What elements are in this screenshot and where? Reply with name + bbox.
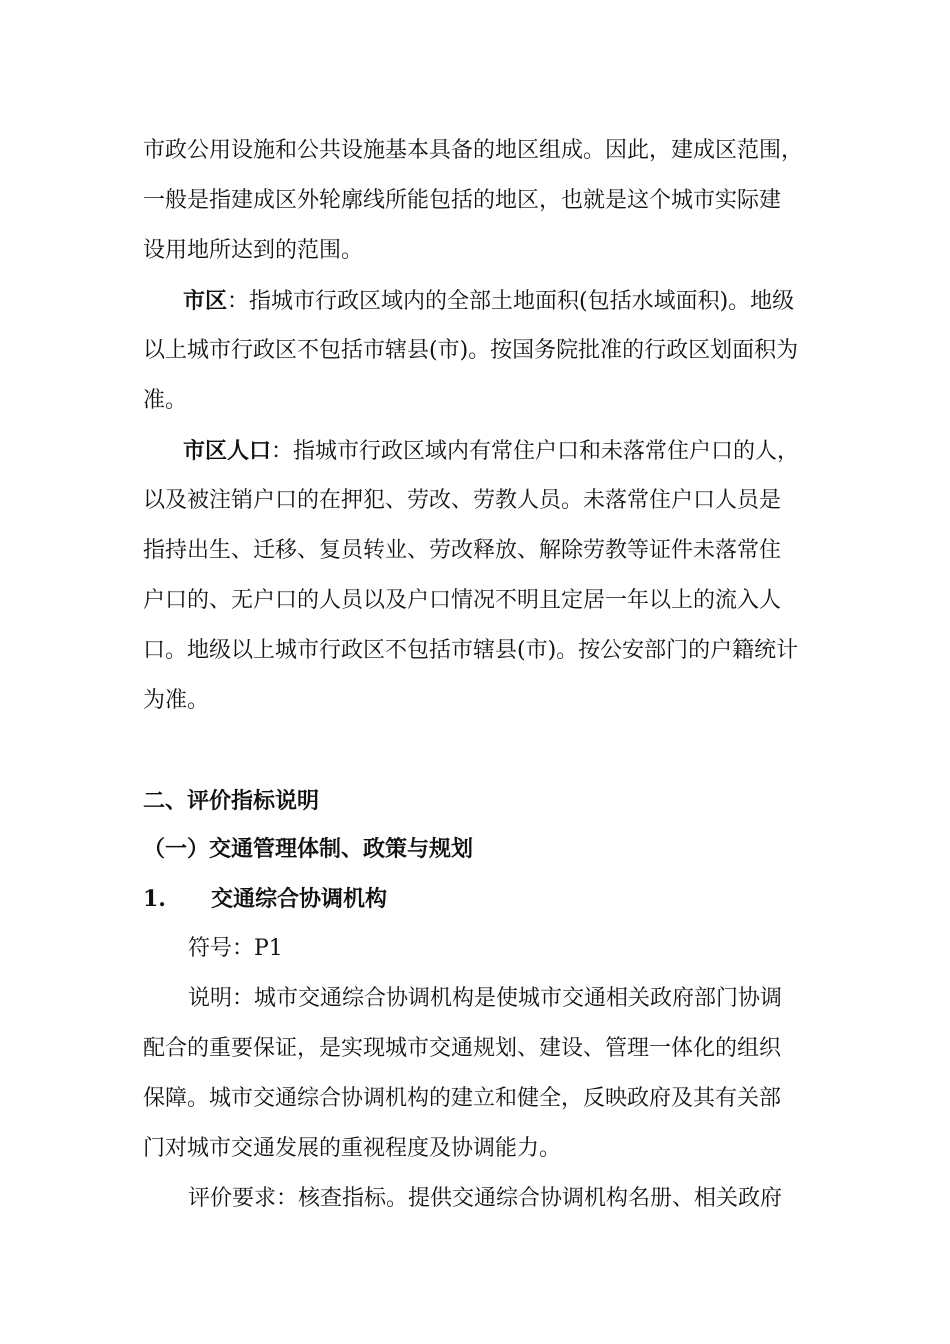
paragraph-line: 口。地级以上城市行政区不包括市辖县(市)。按公安部门的户籍统计 bbox=[143, 638, 799, 663]
subsection-heading: （一）交通管理体制、政策与规划 bbox=[143, 836, 474, 862]
paragraph-line: 准。 bbox=[143, 388, 188, 413]
item-symbol: 符号：P1 bbox=[188, 936, 283, 961]
paragraph-line: 市政公用设施和公共设施基本具备的地区组成。因此，建成区范围， bbox=[143, 138, 804, 163]
paragraph-line: 以及被注销户口的在押犯、劳改、劳教人员。未落常住户口人员是 bbox=[143, 488, 782, 513]
paragraph-line: 保障。城市交通综合协调机构的建立和健全，反映政府及其有关部 bbox=[143, 1086, 782, 1111]
paragraph-line: 评价要求：核查指标。提供交通综合协调机构名册、相关政府 bbox=[188, 1186, 783, 1211]
paragraph-line: 门对城市交通发展的重视程度及协调能力。 bbox=[143, 1136, 562, 1161]
paragraph-line: 配合的重要保证，是实现城市交通规划、建设、管理一体化的组织 bbox=[143, 1036, 782, 1061]
definition-text: ：指城市行政区域内的全部土地面积(包括水域面积)。地级 bbox=[227, 289, 795, 314]
definition-text: ：指城市行政区域内有常住户口和未落常住户口的人， bbox=[271, 439, 800, 464]
item-number: 1. bbox=[143, 886, 166, 912]
paragraph-line: 为准。 bbox=[143, 688, 210, 713]
item-title: 交通综合协调机构 bbox=[211, 886, 388, 912]
paragraph-line: 说明：城市交通综合协调机构是使城市交通相关政府部门协调 bbox=[188, 986, 783, 1011]
definition-shiqu bbox=[183, 286, 794, 317]
paragraph-line: 指持出生、迁移、复员转业、劳改释放、解除劳教等证件未落常住 bbox=[143, 538, 782, 563]
paragraph-line: 一般是指建成区外轮廓线所能包括的地区，也就是这个城市实际建 bbox=[143, 188, 782, 213]
definition-shiqu-renkou bbox=[183, 436, 799, 467]
paragraph-line: 以上城市行政区不包括市辖县(市)。按国务院批准的行政区划面积为 bbox=[143, 338, 799, 363]
definition-term: 市区人口 bbox=[183, 438, 272, 464]
definition-term: 市区 bbox=[183, 288, 228, 314]
paragraph-line: 设用地所达到的范围。 bbox=[143, 238, 364, 263]
paragraph-line: 户口的、无户口的人员以及户口情况不明且定居一年以上的流入人 bbox=[143, 588, 782, 613]
section-heading: 二、评价指标说明 bbox=[143, 788, 320, 814]
